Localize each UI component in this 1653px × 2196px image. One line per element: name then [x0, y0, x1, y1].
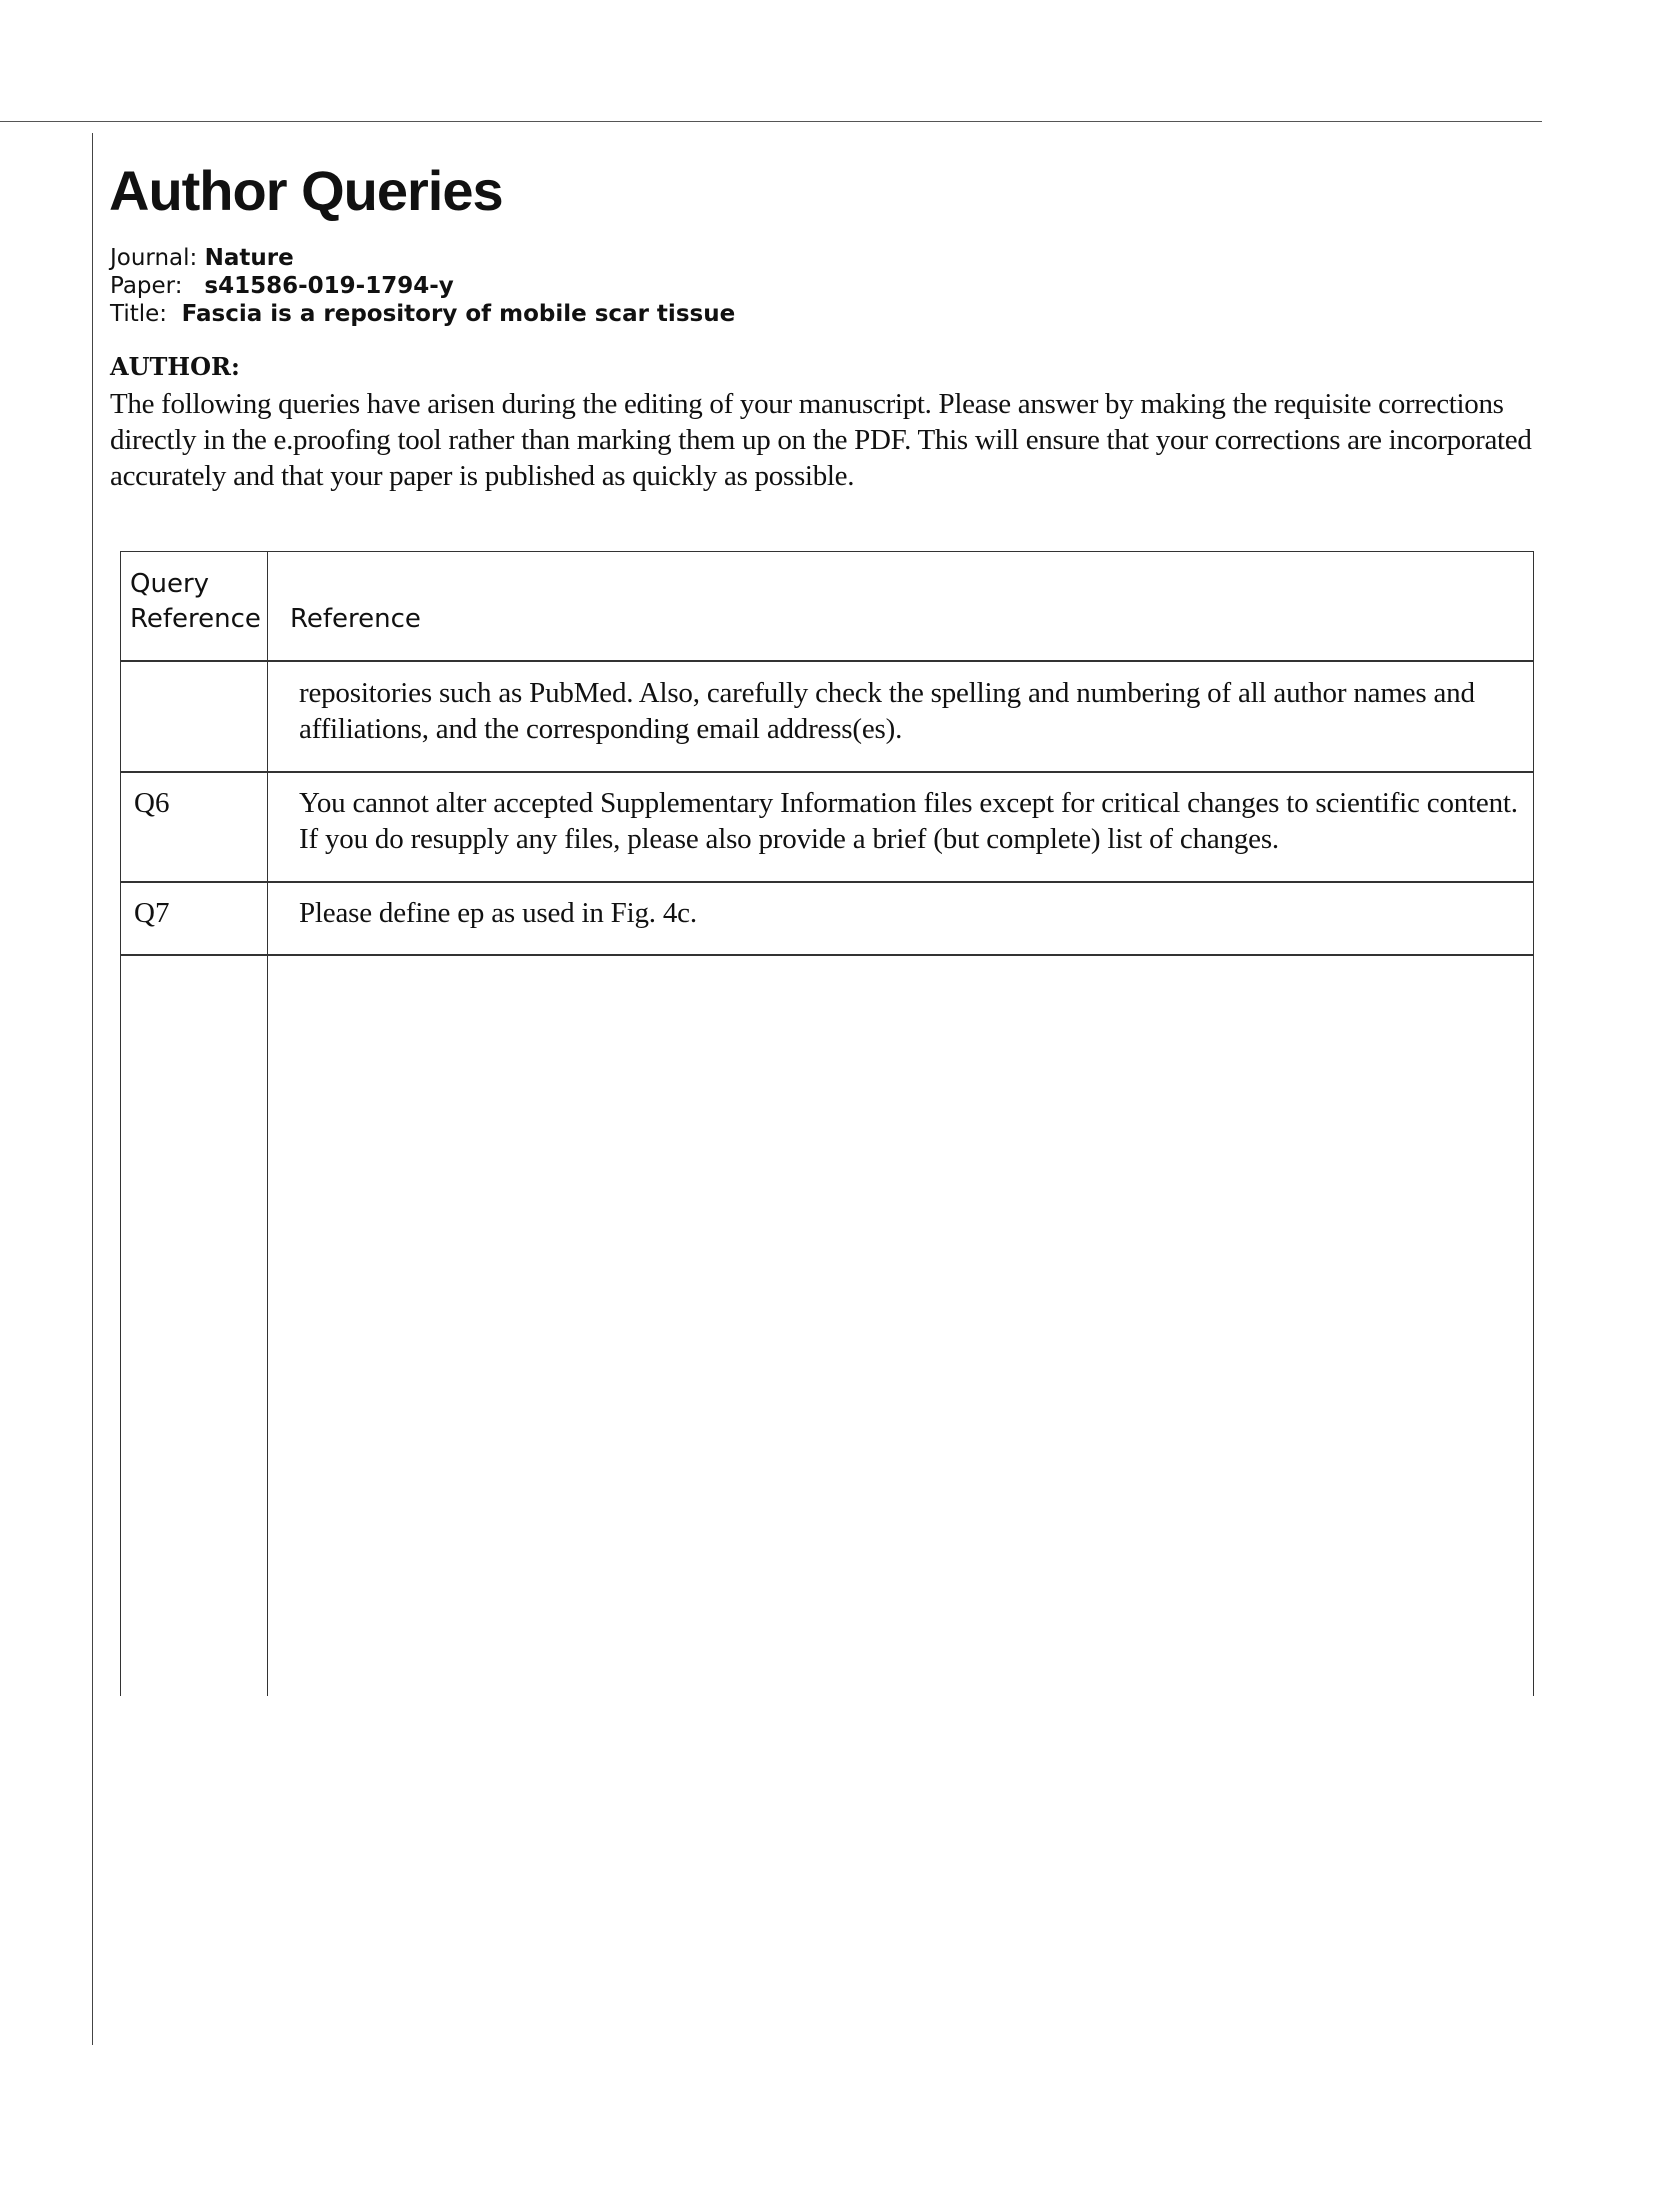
- table-header-divider: [120, 660, 1534, 662]
- journal-line: [110, 244, 294, 272]
- column-header-query-reference: Query Reference: [130, 569, 261, 634]
- journal-label: Journal:: [110, 245, 198, 271]
- query-text-cell: repositories such as PubMed. Also, carefully check the spelling and numbering of all author names and affiliations, and the corresponding email address(es).: [299, 677, 1475, 745]
- column-header-reference: Reference: [290, 604, 421, 634]
- query-ref-cell: Q6: [134, 787, 170, 819]
- table-border-left: [120, 551, 121, 1696]
- query-text-cell: Please define ep as used in Fig. 4c.: [299, 897, 697, 929]
- row-divider: [120, 954, 1534, 956]
- table-top-border: [120, 551, 1534, 552]
- query-text-cell: You cannot alter accepted Supplementary Information files except for critical changes to scientific content. If you do resupply any files, please also provide a brief (but complete) list of changes.: [299, 787, 1518, 855]
- title-label: Title:: [110, 301, 168, 327]
- row-divider: [120, 881, 1534, 883]
- query-ref-cell: Q7: [134, 897, 170, 929]
- left-margin-rule: [92, 133, 93, 2045]
- journal-value: Nature: [204, 245, 294, 271]
- author-intro-text: The following queries have arisen during the editing of your manuscript. Please answer by making the requisite corrections directly in the e.proofing tool rather than marking them up on the PDF. This will ensure that your corrections are incorporated accurately and that your paper is published as quickly as possible.: [110, 388, 1532, 492]
- author-heading: AUTHOR:: [110, 352, 240, 381]
- table-border-right: [1533, 551, 1534, 1696]
- title-line: [110, 300, 735, 328]
- row-divider: [120, 771, 1534, 773]
- page-title: Author Queries: [109, 159, 503, 222]
- paper-value: s41586-019-1794-y: [204, 273, 454, 299]
- table-column-divider: [267, 551, 268, 1696]
- paper-line: [110, 272, 454, 300]
- top-rule: [0, 121, 1542, 122]
- query-table: [120, 551, 1534, 1696]
- paper-label: Paper:: [110, 273, 183, 299]
- title-value: Fascia is a repository of mobile scar tissue: [181, 301, 736, 327]
